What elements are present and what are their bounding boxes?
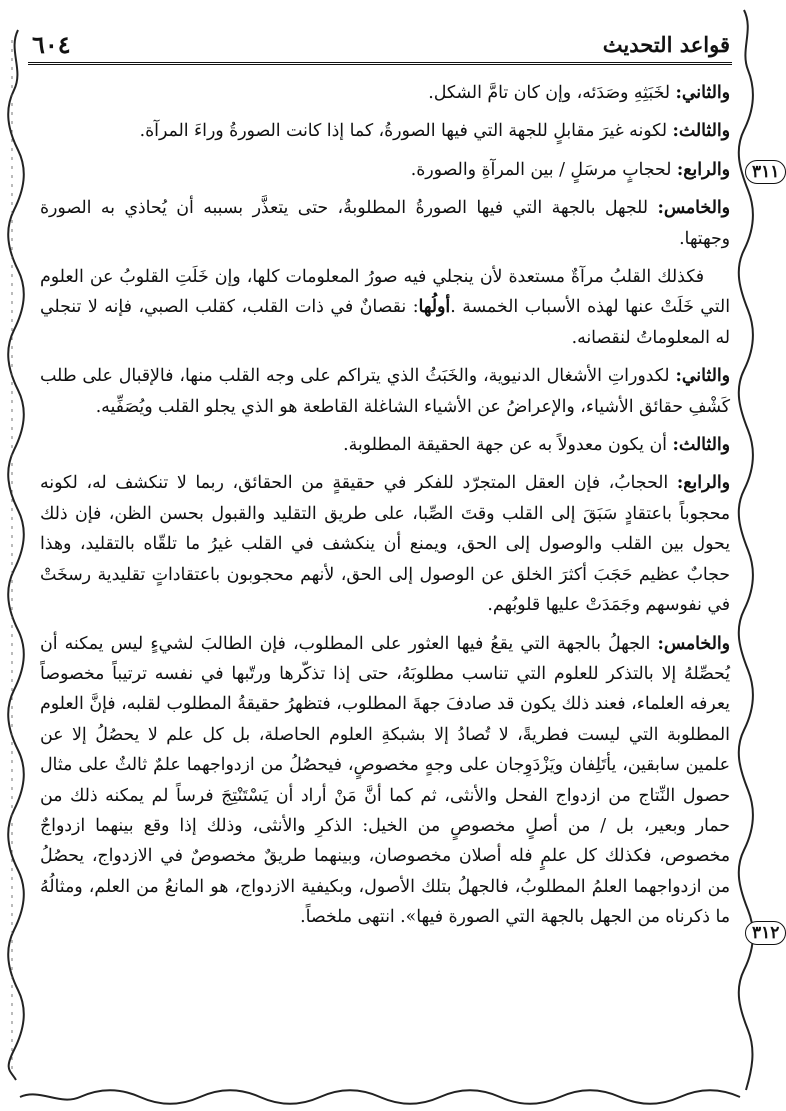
paragraph-text: أن يكون معدولاً به عن جهة الحقيقة المطلوبة. (343, 435, 673, 456)
page-header (28, 30, 732, 62)
paragraph (40, 155, 730, 185)
paragraph (40, 116, 730, 146)
paragraph (40, 262, 730, 353)
paragraph-lead: أولُها (418, 297, 451, 318)
paragraph-text: الجهلُ بالجهة التي يقعُ فيها العثور على المطلوب، فإن الطالبَ لشيءٍ ليس يمكنه أن يُحصِّلهُ إلا بالتذكر للعلوم التي تناسب مطلوبَهُ، حتى إذا تذكّرها ورتّبها في نفسه ترتيباً مخصوصاً يعرفه العلماء، فعند ذلك يكون قد صادفَ جهةَ المطلوب، فتظهرُ حقيقةُ المطلوب لقلبه، فإنَّ العلوم المطلوبة التي ليست فطريةً، لا تُصادُ إلا بشبكةِ العلوم الحاصلة، بل كل علم لا يحصُلُ إلا عن علمين سابقين، يأتَلِفان ويَزْدَوِجان على وجهٍ مخصوصٍ، فيحصُلُ من ازدواجهما علمٌ ثالثٌ على مثال حصول النِّتاج من ازدواج الفحل والأنثى، ثم كما أنَّ مَنْ أراد أن يَسْتَنْتِجَ فرساً لم يمكنه ذلك من حمار وبعير، بل / من أصلٍ مخصوصٍ من الخيل: الذكرِ والأنثى، وذلك إذا وقع بينهما ازدواجٌ مخصوص، فكذلك كل علمٍ فله أصلان مخصوصان، وبينهما طريقٌ مخصوصٌ في الازدواج، يحصُلُ من ازدواجهما العلمُ المطلوبُ، فالجهلُ بتلك الأصول، وبكيفية الازدواج، هو المانعُ من العلم، ومثالُهُ ما ذكرناه من الجهل بالجهة التي الصورة فيها». انتهى ملخصاً. (40, 633, 730, 928)
paragraph-text: لخَبَثِهِ وصَدَئه، وإن كان تامَّ الشكل. (428, 83, 676, 103)
paragraph-text: للجهل بالجهة التي فيها الصورةُ المطلوبةُ، حتى يتعذَّر بسببه أن يُحاذي به الصورة وجهتها. (40, 198, 730, 249)
paragraph (40, 629, 730, 933)
paragraph-lead: والثالث: (672, 435, 730, 456)
paragraph-text: لكدوراتِ الأشغال الدنيوية، والخَبَثُ الذي يتراكم على وجه القلب منها، فالإقبال على طلب كَشْفِ حقائق الأشياء، والإعراضُ عن الأشياء الشاغلة القاطعة هو الذي يجلو القلب ويُصَفِّيه. (40, 366, 730, 417)
paragraph (40, 468, 730, 620)
paragraph-text: فكذلك القلبُ مرآةٌ مستعدة لأن ينجلي فيه صورُ المعلومات كلها، وإن خَلَتِ القلوبُ عن العلوم التي خَلَتْ عنها لهذه الأسباب الخمسة . (40, 267, 730, 318)
paragraph-lead: والرابع: (676, 159, 730, 180)
paragraph-text: لحجابٍ مرسَلٍ / بين المرآةِ والصورة. (410, 159, 677, 180)
header-rule (28, 62, 732, 65)
paragraph-lead: والخامس: (657, 198, 730, 219)
body-text (40, 78, 730, 941)
paragraph-lead: والثالث: (672, 121, 730, 142)
paragraph-text: لكونه غيرَ مقابلٍ للجهة التي فيها الصورةُ، كما إذا كانت الصورةُ وراءَ المرآة. (139, 121, 673, 142)
paragraph (40, 361, 730, 422)
page-number: ٦٠٤ (32, 30, 71, 59)
paragraph-lead: والخامس: (657, 633, 730, 654)
paragraph-text: : نقصانٌ في ذات القلب، كقلب الصبي، فإنه لا تنجلي له المعلوماتُ لنقصانه. (40, 297, 730, 348)
left-ornament-border (4, 30, 26, 1080)
paragraph (40, 193, 730, 254)
paragraph-lead: والرابع: (676, 473, 730, 494)
paragraph (40, 78, 730, 108)
bottom-ornament-border (20, 1088, 740, 1106)
running-title: قواعد التحديث (602, 32, 730, 57)
margin-marker: ٣١٢ (745, 921, 786, 945)
paragraph-lead: والثاني: (675, 83, 730, 103)
margin-marker: ٣١١ (745, 160, 786, 184)
paragraph (40, 430, 730, 460)
paragraph-text: الحجابُ، فإن العقل المتجرّد للفكر في حقيقةٍ من الحقائق، ربما لا تنكشف له، لكونه محجوباً باعتقادٍ سَبَقَ إلى القلب وقتَ الصِّبا، على طريق التقليد والقبول بحسن الظن، فإن ذلك يحول بين القلب والوصول إلى الحق، ويمنع أن ينكشف في القلب غيرُ ما تلقّاه بالتقليد، وهذا حجابٌ عظيم حَجَبَ أكثرَ الخلق عن الوصول إلى الحق، لأنهم محجوبون باعتقاداتٍ تقليدية رسخَتْ في نفوسهم وجَمَدَتْ عليها قلوبُهم. (40, 473, 730, 616)
paragraph-lead: والثاني: (675, 366, 730, 387)
